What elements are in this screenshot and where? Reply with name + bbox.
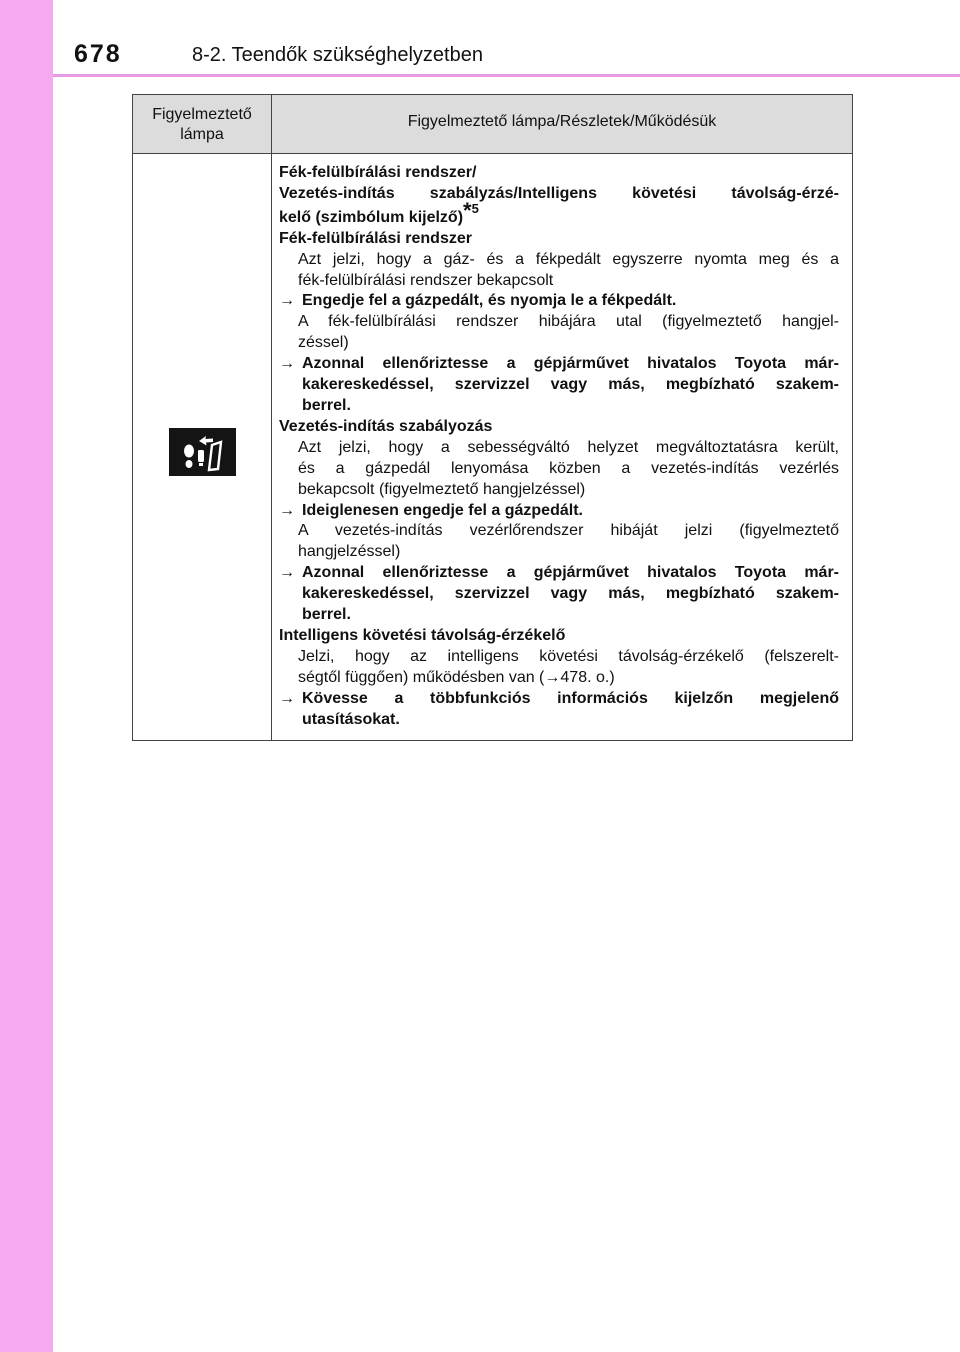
instruction-line xyxy=(279,563,839,584)
description-line: A fék-felülbírálási rendszer hibájára utal (figyelmeztető hangjel- xyxy=(298,313,839,331)
brake-override-indicator-icon xyxy=(169,428,236,476)
side-tab-bar xyxy=(0,0,53,1352)
instruction-line xyxy=(279,689,839,710)
column-header-lamp-line2: lámpa xyxy=(180,126,224,143)
description-line xyxy=(279,668,839,689)
column-header-lamp xyxy=(133,95,272,153)
subheading-brake-override: Fék-felülbírálási rendszer xyxy=(279,229,472,247)
description-line: Jelzi, hogy az intelligens követési távolság-érzékelő (felszerelt- xyxy=(298,647,839,665)
line-heading xyxy=(279,197,839,229)
arrow-icon: → xyxy=(279,292,295,310)
description-line: Azt jelzi, hogy a gáz- és a fékpedált egyszerre nyomta meg és a xyxy=(298,250,839,268)
instruction-text: Kövesse a többfunkciós információs kijelzőn megjelenő xyxy=(302,689,839,707)
line-heading: Fék-felülbírálási rendszer/ xyxy=(279,164,477,181)
instruction-text: berrel. xyxy=(302,396,351,414)
table-row xyxy=(133,154,852,740)
page-number: 678 xyxy=(74,40,122,68)
instruction-line xyxy=(279,354,839,375)
section-title: 8-2. Teendők szükséghelyzetben xyxy=(192,44,483,66)
subheading-drive-start-control: Vezetés-indítás szabályozás xyxy=(279,417,493,435)
description-line: fék-felülbírálási rendszer bekapcsolt xyxy=(298,271,554,289)
description-line: A vezetés-indítás vezérlőrendszer hibáját jelzi (figyelmeztető xyxy=(298,522,839,540)
description-line: és a gázpedál lenyomása közben a vezetés-indítás vezérlés xyxy=(298,459,839,477)
instruction-text: Azonnal ellenőriztesse a gépjárművet hivatalos Toyota már- xyxy=(302,564,839,582)
instruction-text: utasításokat. xyxy=(302,710,400,728)
column-header-details: Figyelmeztető lámpa/Részletek/Működésük xyxy=(407,113,717,130)
footnote-star: * xyxy=(463,197,472,223)
arrow-icon: → xyxy=(544,668,561,686)
arrow-icon: → xyxy=(279,564,295,582)
instruction-text: berrel. xyxy=(302,606,351,624)
subheading-following-distance-sensor: Intelligens követési távolság-érzékelő xyxy=(279,626,566,644)
description-line: bekapcsolt (figyelmeztető hangjelzéssel) xyxy=(298,480,586,498)
column-header-lamp-line1: Figyelmeztető xyxy=(152,106,252,123)
lamp-cell xyxy=(133,154,272,740)
heading-text: kelő (szimbólum kijelző) xyxy=(279,208,464,226)
instruction-line xyxy=(279,291,839,312)
arrow-icon: → xyxy=(279,355,295,373)
description-text: ségtől függően) működésben van ( xyxy=(298,668,545,686)
description-line: zéssel) xyxy=(298,334,349,352)
line-heading: Vezetés-indítás szabályzás/Intelligens követési távolság-érzé- xyxy=(279,184,839,202)
page-reference[interactable]: 478. o.) xyxy=(560,668,615,686)
header-rule xyxy=(53,74,960,77)
arrow-icon: → xyxy=(279,689,295,707)
instruction-text: kakereskedéssel, szervizzel vagy más, megbízható szakem- xyxy=(302,376,839,394)
table-header-row xyxy=(133,95,852,154)
instruction-text: Azonnal ellenőriztesse a gépjárművet hivatalos Toyota már- xyxy=(302,355,839,373)
warning-light-table xyxy=(132,94,853,741)
instruction-text: kakereskedéssel, szervizzel vagy más, megbízható szakem- xyxy=(302,585,839,603)
instruction-text: Engedje fel a gázpedált, és nyomja le a fékpedált. xyxy=(302,292,677,310)
description-line: hangjelzéssel) xyxy=(298,543,401,561)
arrow-icon: → xyxy=(279,501,295,519)
instruction-line xyxy=(279,501,839,522)
instruction-text: Ideiglenesen engedje fel a gázpedált. xyxy=(302,501,583,519)
description-line: Azt jelzi, hogy a sebességváltó helyzet megváltoztatásra került, xyxy=(298,438,839,456)
footnote-number: 5 xyxy=(471,200,479,216)
details-cell xyxy=(272,154,852,740)
